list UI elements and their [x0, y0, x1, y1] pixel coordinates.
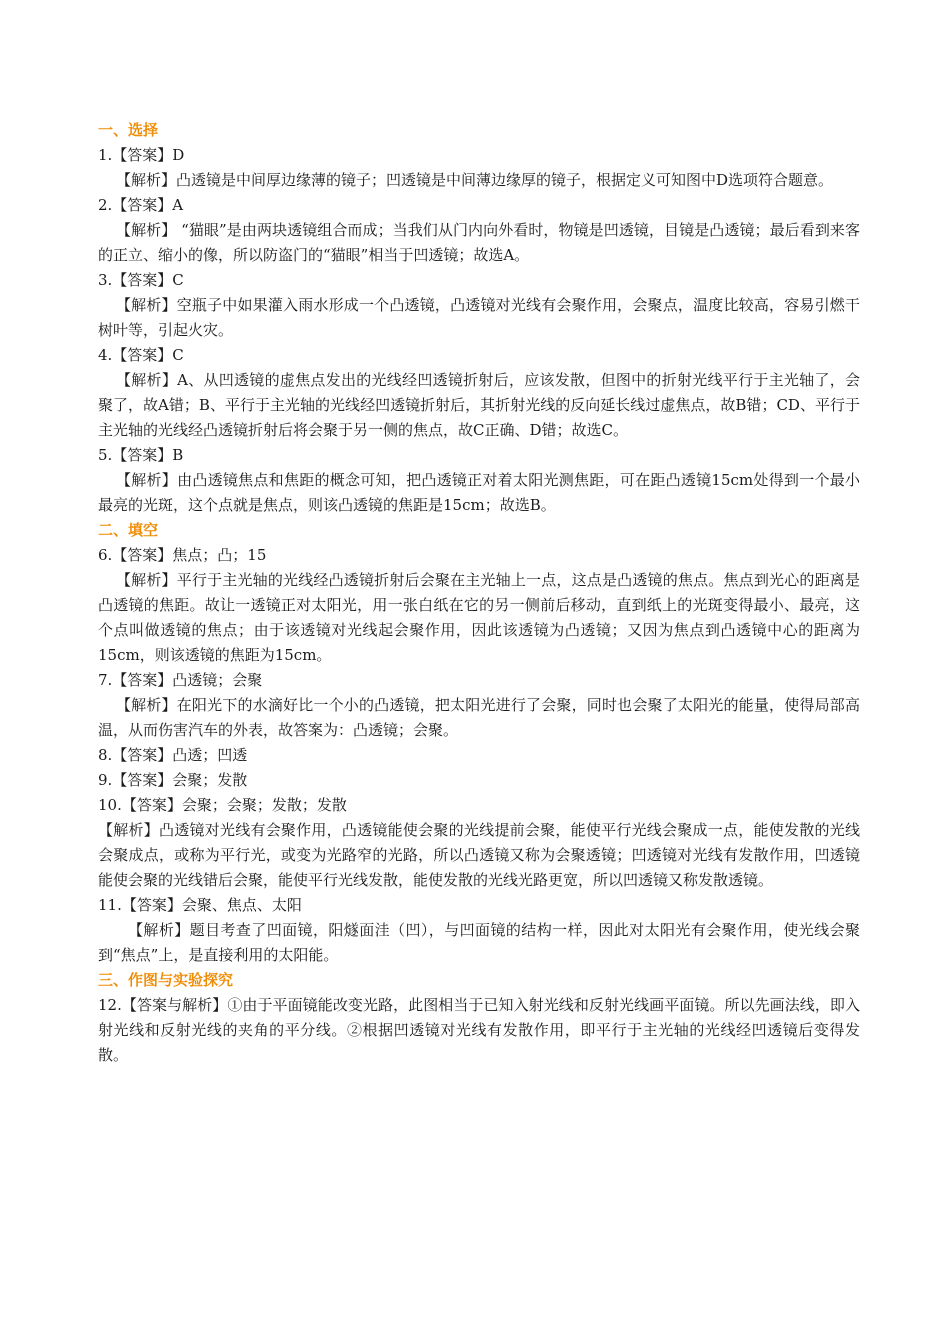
explanation-6: 【解析】平行于主光轴的光线经凸透镜折射后会聚在主光轴上一点，这点是凸透镜的焦点。焦点到光心的距离是凸透镜的焦距。故让一透镜正对太阳光，用一张白纸在它的另一侧前后移动，直到纸上的光斑变得最小、最亮，这个点叫做透镜的焦点；由于该透镜对光线起会聚作用，因此该透镜为凸透镜；又因为焦点到凸透镜中心的距离为15cm，则该透镜的焦距为15cm。 [98, 571, 860, 664]
answer-line-1: 1.【答案】D [98, 146, 185, 164]
answer-content [98, 118, 860, 1068]
answer-line-3: 3.【答案】C [98, 271, 184, 289]
answer-line-9: 9.【答案】会聚；发散 [98, 771, 248, 789]
explanation-2: 【解析】 “猫眼”是由两块透镜组合而成；当我们从门内向外看时，物镜是凹透镜，目镜是凸透镜；最后看到来客的正立、缩小的像，所以防盗门的“猫眼”相当于凹透镜；故选A。 [98, 221, 860, 264]
explanation-3: 【解析】空瓶子中如果灌入雨水形成一个凸透镜，凸透镜对光线有会聚作用，会聚点，温度比较高，容易引燃干树叶等，引起火灾。 [98, 296, 860, 339]
answer-line-4: 4.【答案】C [98, 346, 184, 364]
section-heading-drawing-experiment: 三、作图与实验探究 [98, 971, 234, 989]
answer-line-6: 6.【答案】焦点；凸；15 [98, 546, 267, 564]
explanation-10: 【解析】凸透镜对光线有会聚作用，凸透镜能使会聚的光线提前会聚，能使平行光线会聚成一点，能使发散的光线会聚成点，或称为平行光，或变为光路窄的光路，所以凸透镜又称为会聚透镜；凹透镜对光线有发散作用，凹透镜能使会聚的光线错后会聚，能使平行光线发散，能使发散的光线光路更宽，所以凹透镜又称发散透镜。 [98, 821, 860, 889]
explanation-11: 【解析】题目考查了凹面镜，阳燧面洼（凹），与凹面镜的结构一样，因此对太阳光有会聚作用，使光线会聚到“焦点”上，是直接利用的太阳能。 [98, 921, 860, 964]
section-heading-fill-in: 二、填空 [98, 521, 159, 539]
answer-line-2: 2.【答案】A [98, 196, 184, 214]
answer-line-5: 5.【答案】B [98, 446, 184, 464]
explanation-1: 【解析】凸透镜是中间厚边缘薄的镜子；凹透镜是中间薄边缘厚的镜子，根据定义可知图中D选项符合题意。 [116, 171, 834, 189]
section-heading-choice: 一、选择 [98, 121, 159, 139]
explanation-4: 【解析】A、从凹透镜的虚焦点发出的光线经凹透镜折射后，应该发散，但图中的折射光线平行于主光轴了，会聚了，故A错；B、平行于主光轴的光线经凹透镜折射后，其折射光线的反向延长线过虚焦点，故B错；CD、平行于主光轴的光线经凸透镜折射后将会聚于另一侧的焦点，故C正确、D错；故选C。 [98, 371, 860, 439]
answer-explanation-12: 12.【答案与解析】①由于平面镜能改变光路，此图相当于已知入射光线和反射光线画平面镜。所以先画法线，即入射光线和反射光线的夹角的平分线。②根据凹透镜对光线有发散作用，即平行于主光轴的光线经凹透镜后变得发散。 [98, 996, 860, 1064]
answer-line-7: 7.【答案】凸透镜；会聚 [98, 671, 263, 689]
explanation-7: 【解析】在阳光下的水滴好比一个小的凸透镜，把太阳光进行了会聚，同时也会聚了太阳光的能量，使得局部高温，从而伤害汽车的外表，故答案为：凸透镜；会聚。 [98, 696, 860, 739]
explanation-5: 【解析】由凸透镜焦点和焦距的概念可知，把凸透镜正对着太阳光测焦距，可在距凸透镜15cm处得到一个最小最亮的光斑，这个点就是焦点，则该凸透镜的焦距是15cm；故选B。 [98, 471, 860, 514]
answer-line-11: 11.【答案】会聚、焦点、太阳 [98, 896, 302, 914]
answer-line-10: 10.【答案】会聚；会聚；发散；发散 [98, 796, 347, 814]
answer-line-8: 8.【答案】凸透；凹透 [98, 746, 248, 764]
